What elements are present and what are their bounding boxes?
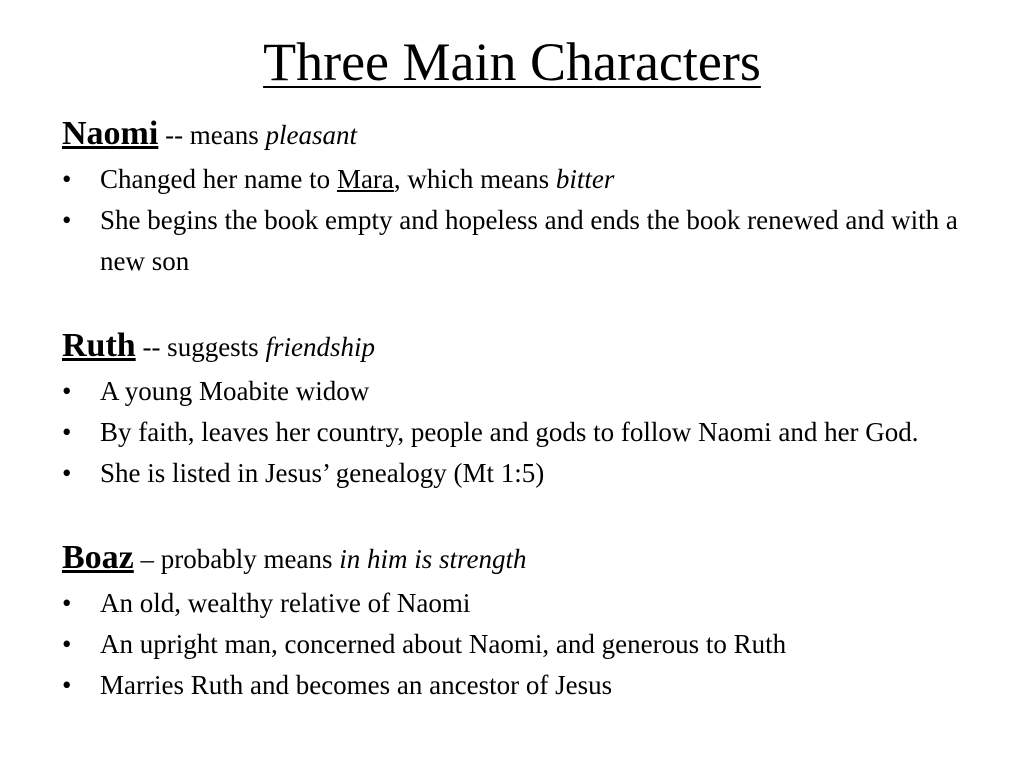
ruth-sep: -- suggests	[135, 332, 266, 362]
naomi-b1-bitter: bitter	[555, 164, 615, 194]
ruth-heading	[62, 322, 992, 371]
naomi-meaning: pleasant	[265, 120, 358, 150]
list-item	[62, 200, 992, 282]
bullet-icon: •	[62, 205, 72, 235]
naomi-heading	[62, 110, 992, 159]
ruth-bullet-text: A young Moabite widow	[100, 376, 370, 406]
ruth-meaning: friendship	[265, 332, 375, 362]
naomi-sep: -- means	[158, 120, 266, 150]
list-item	[62, 159, 992, 200]
list-item	[62, 624, 992, 665]
bullet-icon: •	[62, 164, 72, 194]
list-item	[62, 371, 992, 412]
naomi-b1-mara: Mara	[336, 164, 394, 194]
boaz-bullet-text: An upright man, concerned about Naomi, and generous to Ruth	[100, 629, 787, 659]
ruth-name: Ruth	[62, 327, 136, 364]
boaz-meaning: in him is strength	[339, 544, 527, 574]
bullet-icon: •	[62, 417, 72, 447]
bullet-icon: •	[62, 670, 72, 700]
boaz-bullets	[62, 583, 992, 706]
list-item	[62, 453, 992, 494]
bullet-icon: •	[62, 629, 72, 659]
ruth-bullet-text: By faith, leaves her country, people and gods to follow Naomi and her God.	[100, 417, 919, 447]
naomi-bullets	[62, 159, 992, 282]
boaz-sep: – probably means	[133, 544, 340, 574]
naomi-section	[62, 110, 992, 282]
boaz-heading	[62, 534, 992, 583]
boaz-section	[62, 534, 992, 706]
boaz-name: Boaz	[62, 539, 134, 576]
bullet-icon: •	[62, 376, 72, 406]
boaz-bullet-text: Marries Ruth and becomes an ancestor of Jesus	[100, 670, 613, 700]
naomi-b1-pre: Changed her name to	[100, 164, 337, 194]
slide-title: Three Main Characters	[263, 32, 761, 92]
ruth-bullets	[62, 371, 992, 494]
list-item	[62, 665, 992, 706]
list-item	[62, 583, 992, 624]
bullet-icon: •	[62, 588, 72, 618]
bullet-icon: •	[62, 458, 72, 488]
slide-content	[62, 110, 992, 706]
ruth-section	[62, 322, 992, 494]
ruth-bullet-text: She is listed in Jesus’ genealogy (Mt 1:5)	[100, 458, 545, 488]
list-item	[62, 412, 992, 453]
naomi-b1-mid: , which means	[393, 164, 556, 194]
naomi-b2-text: She begins the book empty and hopeless and ends the book renewed and with a new son	[100, 205, 958, 276]
boaz-bullet-text: An old, wealthy relative of Naomi	[100, 588, 471, 618]
naomi-name: Naomi	[62, 115, 159, 152]
